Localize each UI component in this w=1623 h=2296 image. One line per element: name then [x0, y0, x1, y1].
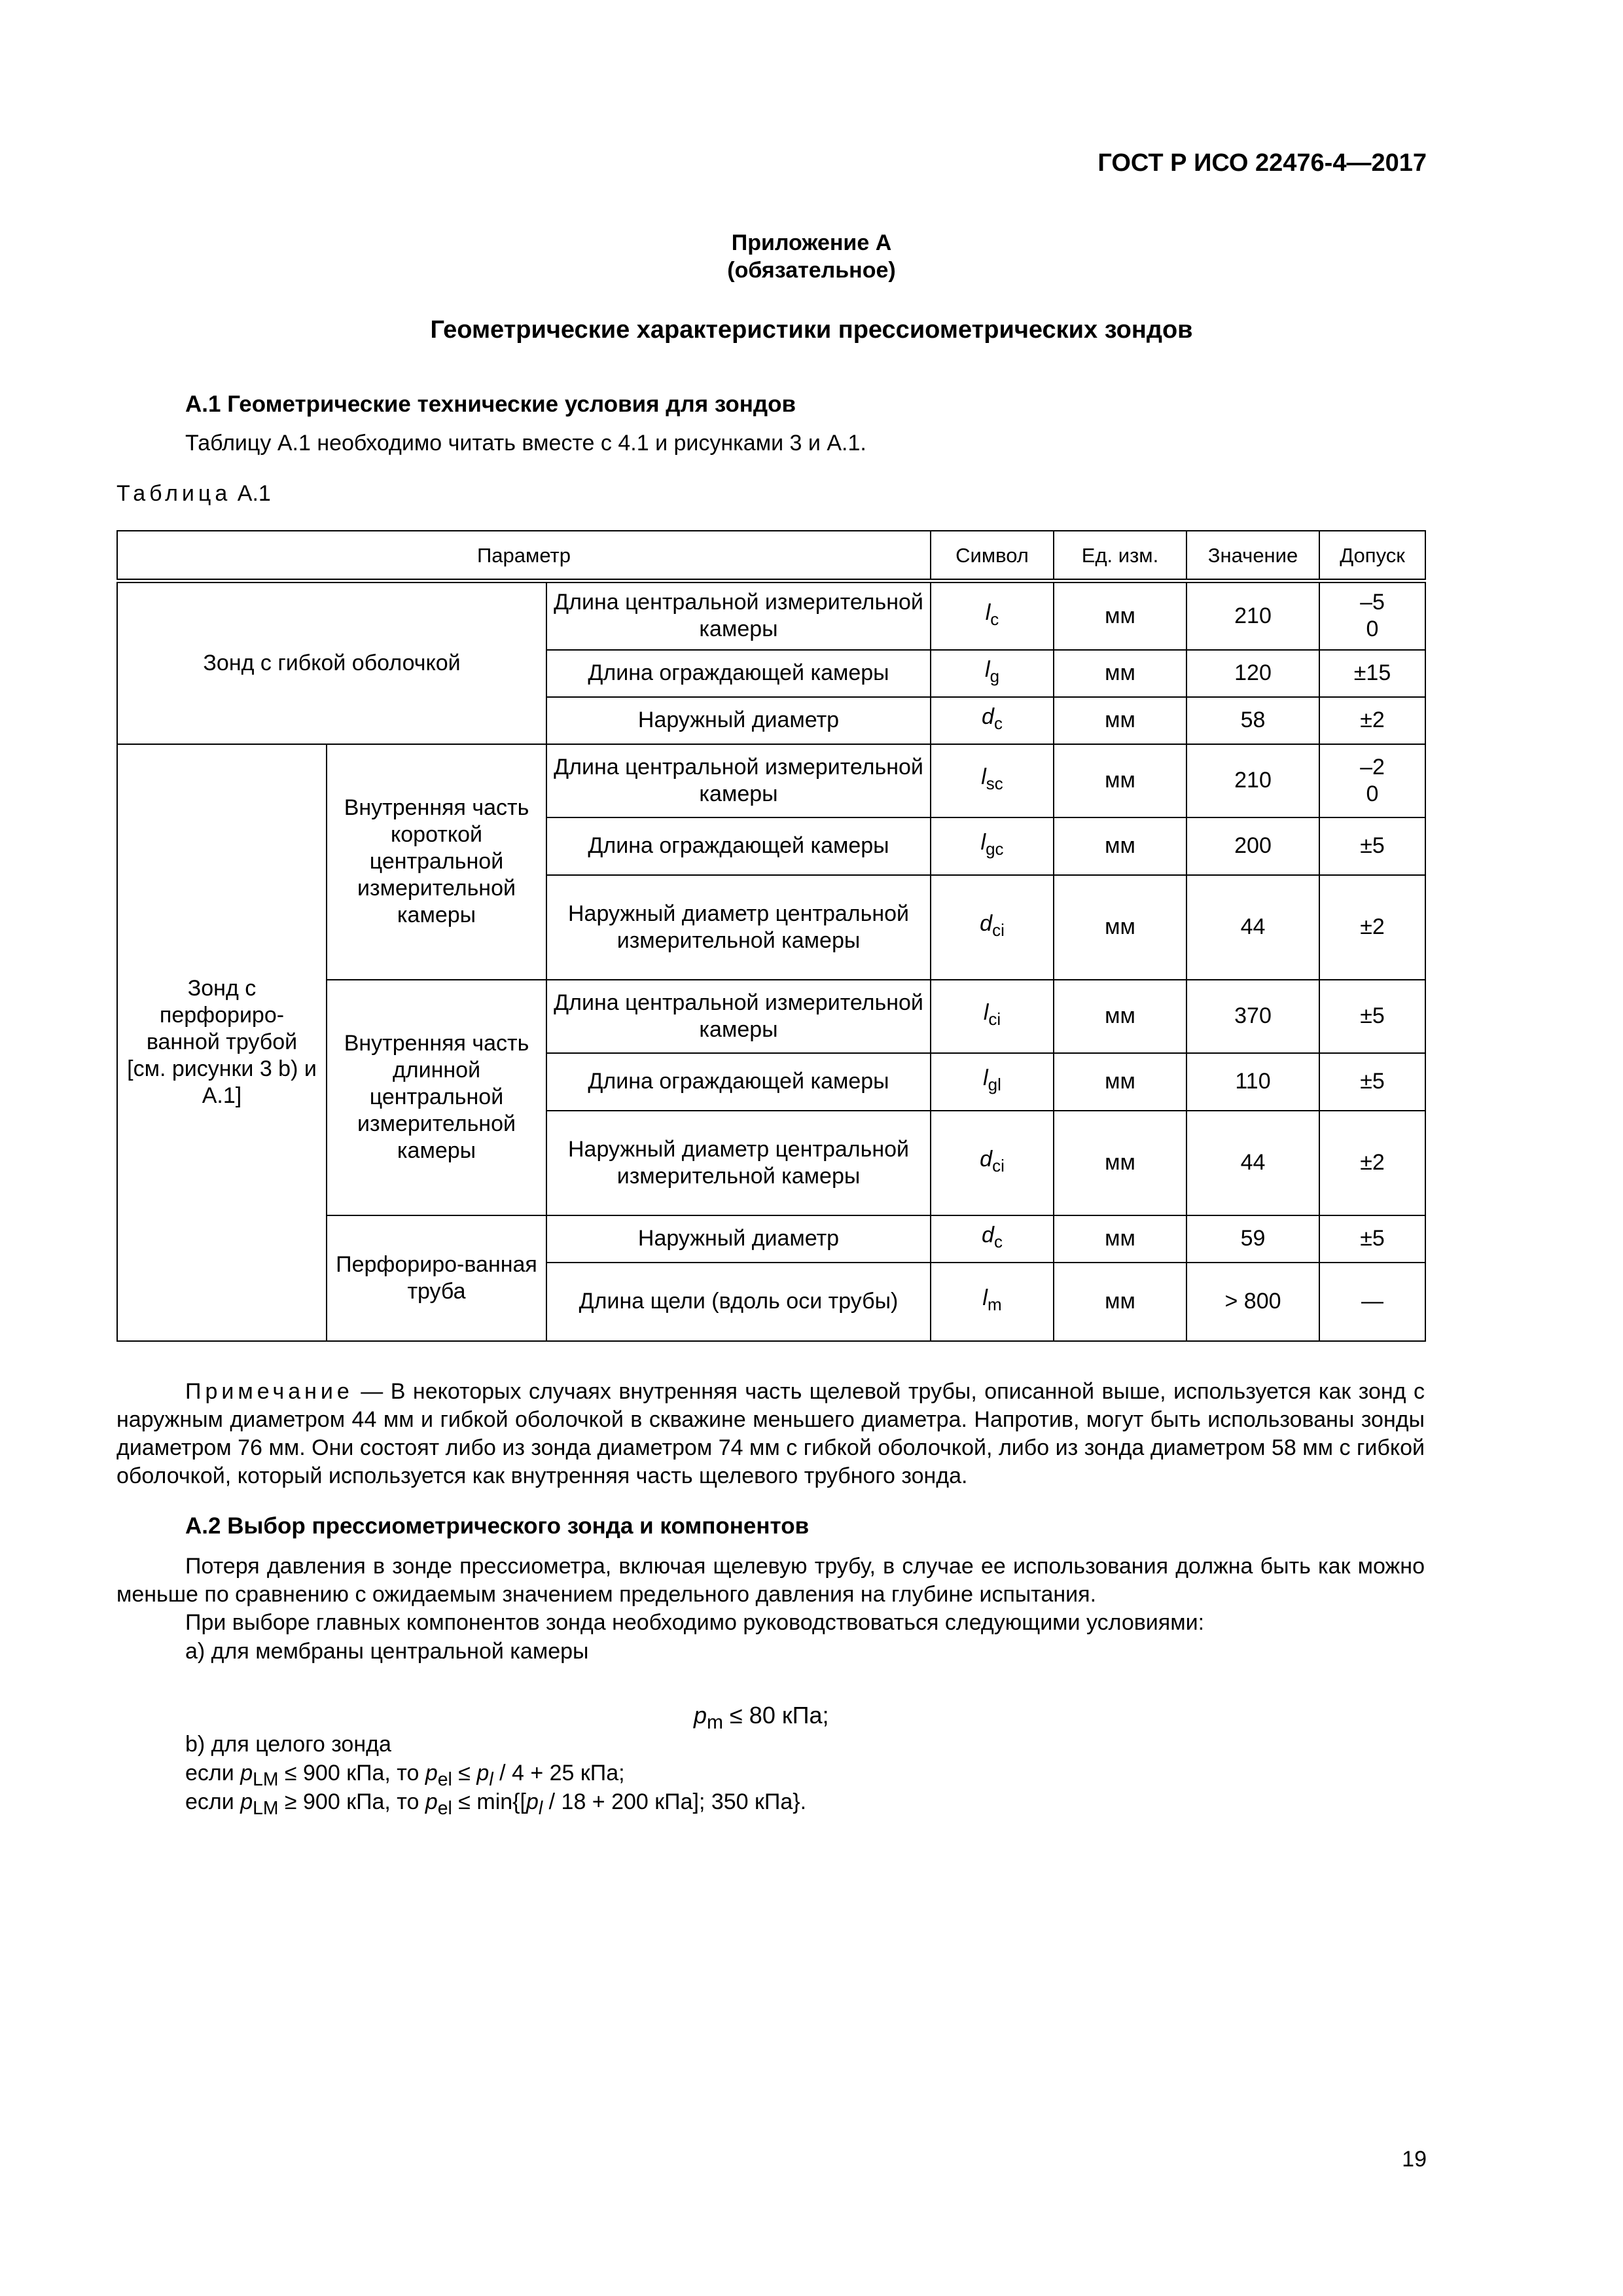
symbol-cell: $d_{ci}$: [931, 1111, 1054, 1215]
value-cell: > 800: [1186, 1263, 1319, 1341]
standard-designation: ГОСТ Р ИСО 22476-4—2017: [1097, 149, 1427, 177]
unit-cell: мм: [1054, 980, 1186, 1053]
condition-2: если $p_{LM} \ge 900$ кПа, то $p_{el} \le \min\{[p_l / 18 + 200$ кПа]; 350 кПа}.: [185, 1789, 807, 1819]
param-cell: Наружный диаметр: [546, 697, 931, 744]
value-cell: 200: [1186, 817, 1319, 875]
param-cell: Длина ограждающей камеры: [546, 817, 931, 875]
symbol-cell: $l_{ci}$: [931, 980, 1054, 1053]
symbol-cell: $l_{sc}$: [931, 744, 1054, 817]
note-text: — В некоторых случаях внутренняя часть щелевой трубы, описанной выше, используется как зонд с наружным диаметром 44 мм и гибкой оболочкой в скважине меньшего диаметра. Напротив, могут быть использованы зонды диаметром 76 мм. Они состоят либо из зонда диаметром 74 мм с гибкой оболочкой, либо из зонда диаметром 58 мм с гибкой оболочкой, который используется как внутренняя часть щелевого трубного зонда.: [116, 1379, 1425, 1488]
item-b: b) для целого зонда: [185, 1732, 391, 1757]
param-cell: Наружный диаметр центральной измерительной камеры: [546, 875, 931, 980]
item-a: a) для мембраны центральной камеры: [185, 1639, 589, 1664]
table-a1: [116, 530, 1426, 1342]
symbol-cell: $d_c$: [931, 1215, 1054, 1263]
tolerance-cell: ±5: [1319, 817, 1425, 875]
subgroup-long: Внутренняя часть длинной центральной измерительной камеры: [327, 980, 546, 1215]
tolerance-cell: ±5: [1319, 980, 1425, 1053]
table-caption: [116, 480, 271, 508]
value-cell: 44: [1186, 875, 1319, 980]
header-symbol: Символ: [931, 531, 1054, 581]
param-cell: Длина центральной измерительной камеры: [546, 581, 931, 650]
header-unit: Ед. изм.: [1054, 531, 1186, 581]
param-cell: Длина ограждающей камеры: [546, 650, 931, 697]
tolerance-cell: —: [1319, 1263, 1425, 1341]
header-value: Значение: [1186, 531, 1319, 581]
param-cell: Длина центральной измерительной камеры: [546, 980, 931, 1053]
tolerance-cell: ±2: [1319, 1111, 1425, 1215]
tolerance-cell: ±2: [1319, 697, 1425, 744]
tolerance-cell: ±15: [1319, 650, 1425, 697]
document-title: Геометрические характеристики прессиометрических зондов: [430, 316, 1193, 344]
table-header-row: [117, 531, 1425, 581]
unit-cell: мм: [1054, 697, 1186, 744]
table-row: [117, 744, 1425, 817]
table-caption-number: А.1: [237, 481, 271, 506]
symbol-cell: $l_g$: [931, 650, 1054, 697]
symbol-cell: $l_m$: [931, 1263, 1054, 1341]
group-perforated: Зонд с перфориро-ванной трубой [см. рисунки 3 b) и А.1]: [117, 744, 327, 1341]
page-number: 19: [1402, 2147, 1427, 2172]
param-cell: Наружный диаметр: [546, 1215, 931, 1263]
unit-cell: мм: [1054, 1263, 1186, 1341]
group-flexible: Зонд с гибкой оболочкой: [117, 581, 546, 744]
tolerance-cell: –2 0: [1319, 744, 1425, 817]
section-a2-paragraph-2: При выборе главных компонентов зонда необходимо руководствоваться следующими условиями:: [185, 1610, 1205, 1635]
tolerance-cell: –5 0: [1319, 581, 1425, 650]
table-row: [117, 581, 1425, 650]
unit-cell: мм: [1054, 817, 1186, 875]
unit-cell: мм: [1054, 1053, 1186, 1111]
value-cell: 370: [1186, 980, 1319, 1053]
annex-kind: (обязательное): [727, 258, 896, 283]
header-tolerance: Допуск: [1319, 531, 1425, 581]
table-caption-word: Таблица: [116, 481, 232, 506]
symbol-cell: $d_{ci}$: [931, 875, 1054, 980]
condition-1: если $p_{LM} \le 900$ кПа, то $p_{el} \le p_l / 4 + 25$ кПа;: [185, 1761, 625, 1790]
table-note: [116, 1378, 1425, 1490]
membrane-formula: $p_m \le 80$ кПа;: [694, 1702, 829, 1734]
unit-cell: мм: [1054, 875, 1186, 980]
value-cell: 120: [1186, 650, 1319, 697]
tolerance-cell: ±5: [1319, 1053, 1425, 1111]
unit-cell: мм: [1054, 650, 1186, 697]
note-label: Примечание: [185, 1379, 353, 1404]
value-cell: 210: [1186, 581, 1319, 650]
value-cell: 110: [1186, 1053, 1319, 1111]
value-cell: 210: [1186, 744, 1319, 817]
unit-cell: мм: [1054, 581, 1186, 650]
value-cell: 58: [1186, 697, 1319, 744]
symbol-cell: $d_c$: [931, 697, 1054, 744]
param-cell: Наружный диаметр центральной измерительной камеры: [546, 1111, 931, 1215]
param-cell: Длина щели (вдоль оси трубы): [546, 1263, 931, 1341]
subgroup-tube: Перфориро-ванная труба: [327, 1215, 546, 1341]
param-cell: Длина центральной измерительной камеры: [546, 744, 931, 817]
section-a2-paragraph-1: Потеря давления в зонде прессиометра, включая щелевую трубу, в случае ее использования должна быть как можно меньше по сравнению с ожидаемым значением предельного давления на глубине испытания.: [116, 1554, 1425, 1607]
section-a1-heading: А.1 Геометрические технические условия для зондов: [185, 391, 796, 417]
unit-cell: мм: [1054, 744, 1186, 817]
unit-cell: мм: [1054, 1215, 1186, 1263]
section-a1-intro: Таблицу А.1 необходимо читать вместе с 4.1 и рисунками 3 и А.1.: [185, 431, 866, 456]
symbol-cell: $l_c$: [931, 581, 1054, 650]
value-cell: 59: [1186, 1215, 1319, 1263]
symbol-cell: $l_{gc}$: [931, 817, 1054, 875]
section-a2-heading: А.2 Выбор прессиометрического зонда и компонентов: [185, 1513, 810, 1539]
annex-title: Приложение А: [731, 230, 892, 255]
tolerance-cell: ±2: [1319, 875, 1425, 980]
tolerance-cell: ±5: [1319, 1215, 1425, 1263]
subgroup-short: Внутренняя часть короткой центральной измерительной камеры: [327, 744, 546, 980]
symbol-cell: $l_{gl}$: [931, 1053, 1054, 1111]
value-cell: 44: [1186, 1111, 1319, 1215]
unit-cell: мм: [1054, 1111, 1186, 1215]
param-cell: Длина ограждающей камеры: [546, 1053, 931, 1111]
header-param: Параметр: [117, 531, 931, 581]
